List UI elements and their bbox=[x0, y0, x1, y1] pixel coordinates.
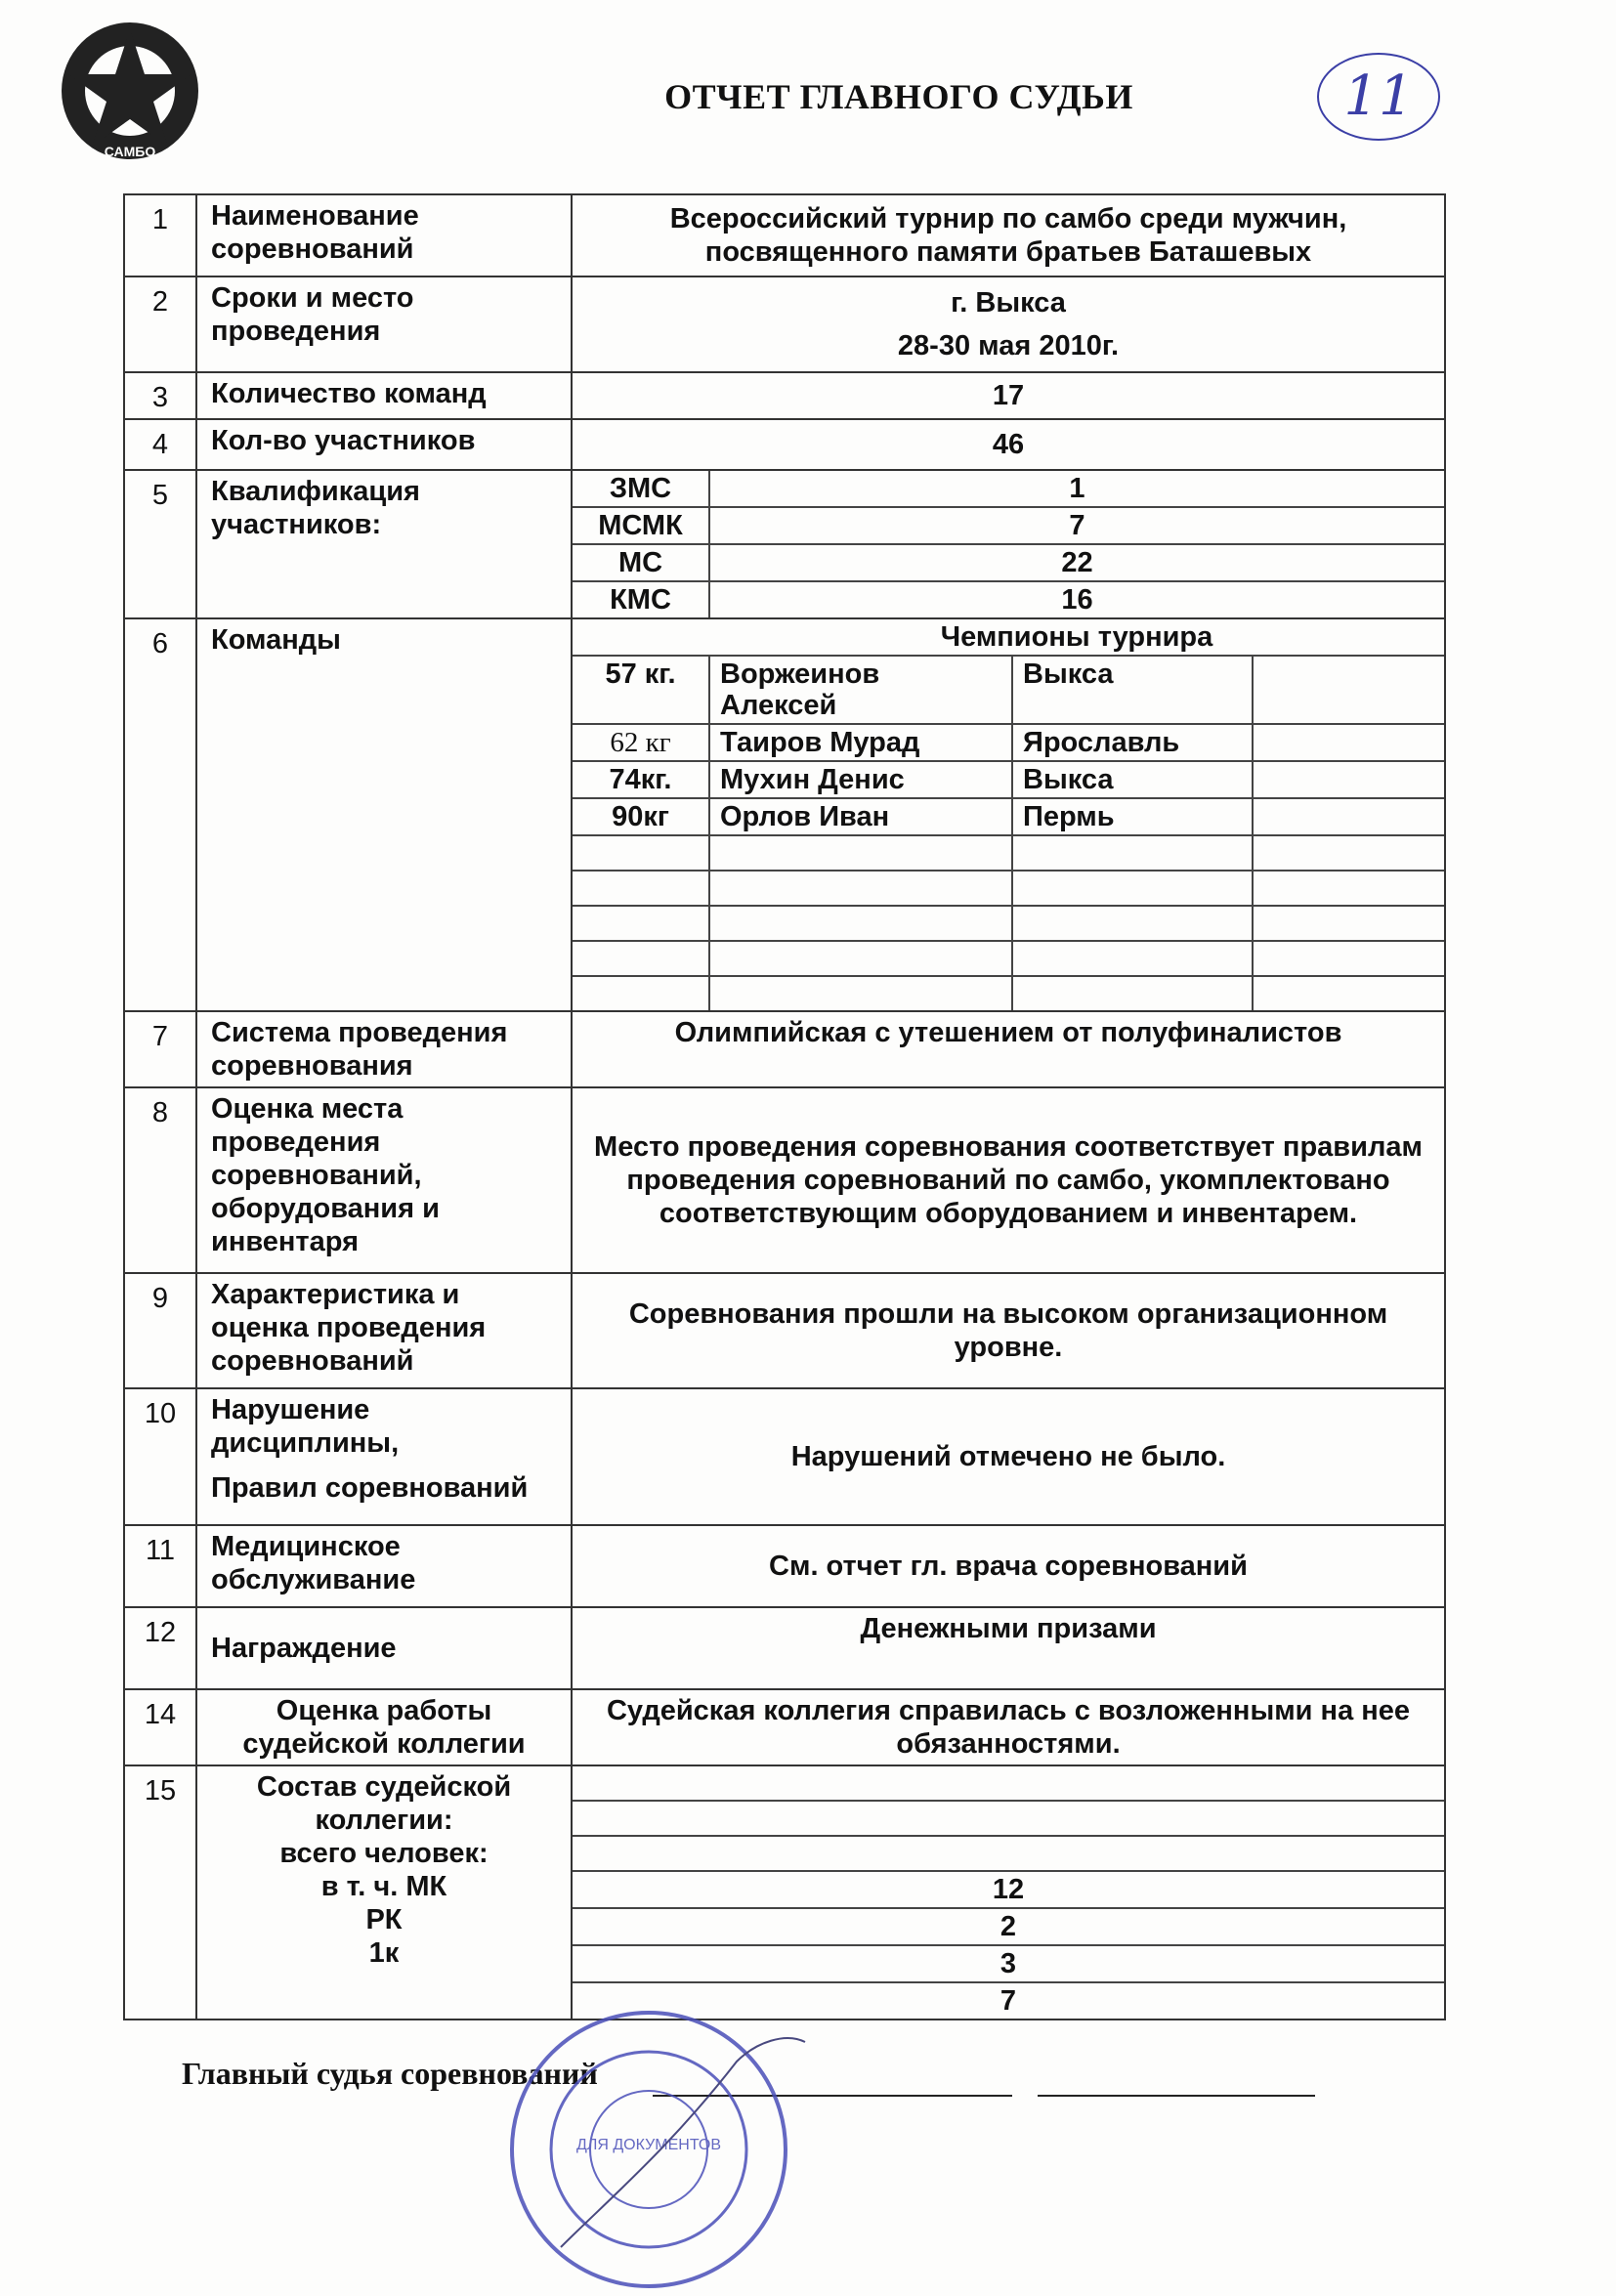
row-venue-assessment bbox=[124, 1087, 1445, 1273]
page-title: ОТЧЕТ ГЛАВНОГО СУДЬИ bbox=[664, 77, 1133, 116]
row-number: 2 bbox=[124, 276, 196, 372]
qualification-table bbox=[573, 471, 1444, 617]
svg-text:САМБО: САМБО bbox=[104, 144, 156, 159]
row-label: Количество команд bbox=[196, 372, 572, 419]
weight-class: 90кг bbox=[573, 798, 709, 835]
champion-name: Орлов Иван bbox=[709, 798, 1012, 835]
row-value: См. отчет гл. врача соревнований bbox=[572, 1525, 1445, 1607]
composition-label-line-3: в т. ч. МК bbox=[320, 1871, 447, 1902]
row-label: Система проведения соревнования bbox=[196, 1011, 572, 1087]
qualification-title: ЗМС bbox=[573, 471, 709, 507]
qualification-count: 1 bbox=[709, 471, 1444, 507]
champion-row bbox=[573, 724, 1444, 761]
row-violations bbox=[124, 1388, 1445, 1525]
row-value: 17 bbox=[572, 372, 1445, 419]
row-label bbox=[196, 1388, 572, 1525]
qualification-title: МС bbox=[573, 544, 709, 581]
row-number: 5 bbox=[124, 470, 196, 618]
row-number: 8 bbox=[124, 1087, 196, 1273]
row-number: 14 bbox=[124, 1689, 196, 1765]
row-label: Оценка работы судейской коллегии bbox=[196, 1689, 572, 1765]
empty-row bbox=[573, 976, 1444, 1010]
row-number: 10 bbox=[124, 1388, 196, 1525]
row-value bbox=[572, 194, 1445, 276]
weight-class: 74кг. bbox=[573, 761, 709, 798]
row-label: Награждение bbox=[196, 1607, 572, 1689]
row-value: Олимпийская с утешением от полуфиналистов bbox=[572, 1011, 1445, 1087]
row-number: 4 bbox=[124, 419, 196, 470]
chief-judge-signature-label: Главный судья соревнований bbox=[182, 2056, 598, 2091]
row-value: Место проведения соревнования соответствует правилам проведения соревнований по самбо, укомплектовано соответствующим оборудованием и инвентарем. bbox=[572, 1087, 1445, 1273]
row-number: 6 bbox=[124, 618, 196, 1011]
qualification-count: 7 bbox=[709, 507, 1444, 544]
row-participant-count bbox=[124, 419, 1445, 470]
row-label bbox=[196, 1765, 572, 2020]
composition-row bbox=[573, 1945, 1444, 1982]
qualification-row bbox=[573, 581, 1444, 617]
qualification-row bbox=[573, 471, 1444, 507]
composition-row bbox=[573, 1908, 1444, 1945]
qualification-row bbox=[573, 507, 1444, 544]
violations-label-line-2: Правил соревнований bbox=[211, 1472, 529, 1504]
row-label: Кол-во участников bbox=[196, 419, 572, 470]
name-line bbox=[1038, 2095, 1315, 2097]
composition-label-line-4: РК bbox=[365, 1904, 403, 1935]
row-label: Характеристика и оценка проведения соревнований bbox=[196, 1273, 572, 1388]
row-label: Команды bbox=[196, 618, 572, 1011]
champions-table-cell bbox=[572, 618, 1445, 1011]
row-teams bbox=[124, 618, 1445, 1011]
champion-name: Мухин Денис bbox=[709, 761, 1012, 798]
row-value bbox=[572, 276, 1445, 372]
champion-row bbox=[573, 798, 1444, 835]
qualification-count: 16 bbox=[1061, 584, 1093, 616]
row-dates-place bbox=[124, 276, 1445, 372]
champion-row bbox=[573, 656, 1444, 724]
empty-row bbox=[573, 1836, 1444, 1871]
empty-row bbox=[573, 835, 1444, 871]
row-judges-assessment bbox=[124, 1689, 1445, 1765]
page-number-circle: 11 bbox=[1317, 53, 1440, 141]
composition-value: 3 bbox=[573, 1945, 1444, 1982]
empty-row bbox=[573, 1766, 1444, 1801]
champion-city: Выкса bbox=[1012, 656, 1253, 724]
svg-text:ДЛЯ ДОКУМЕНТОВ: ДЛЯ ДОКУМЕНТОВ bbox=[575, 2137, 722, 2153]
row-system bbox=[124, 1011, 1445, 1087]
row-number: 1 bbox=[124, 194, 196, 276]
qualification-title: КМС bbox=[573, 581, 709, 617]
row-label: Квалификация участников: bbox=[196, 470, 572, 618]
row-number: 11 bbox=[124, 1525, 196, 1607]
row-medical bbox=[124, 1525, 1445, 1607]
competition-name-line-1: Всероссийский турнир по самбо среди мужчин, bbox=[669, 203, 1347, 234]
qualification-count: 22 bbox=[709, 544, 1444, 581]
composition-table bbox=[573, 1766, 1444, 2019]
composition-value: 2 bbox=[573, 1908, 1444, 1945]
qualification-table-cell bbox=[572, 470, 1445, 618]
row-number: 7 bbox=[124, 1011, 196, 1087]
composition-table-cell bbox=[572, 1765, 1445, 2020]
weight-class: 62 кг bbox=[573, 724, 709, 761]
row-label: Медицинское обслуживание bbox=[196, 1525, 572, 1607]
champions-table bbox=[573, 619, 1444, 1010]
row-judges-composition bbox=[124, 1765, 1445, 2020]
composition-value: 7 bbox=[999, 1985, 1017, 2017]
qualification-row bbox=[573, 544, 1444, 581]
champion-row bbox=[573, 761, 1444, 798]
report-table bbox=[123, 193, 1446, 2020]
composition-row bbox=[573, 1871, 1444, 1908]
composition-label-line-1: Состав судейской коллегии: bbox=[256, 1771, 512, 1836]
champions-header: Чемпионы турнира bbox=[709, 619, 1444, 656]
row-value: 46 bbox=[572, 419, 1445, 470]
champion-city: Пермь bbox=[1012, 798, 1253, 835]
dates-value: 28-30 мая 2010г. bbox=[897, 330, 1120, 361]
row-qualification bbox=[124, 470, 1445, 618]
composition-value: 12 bbox=[573, 1871, 1444, 1908]
row-characteristics bbox=[124, 1273, 1445, 1388]
empty-row bbox=[573, 906, 1444, 941]
row-number: 12 bbox=[124, 1607, 196, 1689]
composition-label-line-2: всего человек: bbox=[279, 1838, 489, 1869]
row-value: Судейская коллегия справилась с возложенными на нее обязанностями. bbox=[572, 1689, 1445, 1765]
violations-label-line-1: Нарушение дисциплины, bbox=[211, 1394, 400, 1459]
official-stamp bbox=[492, 2003, 825, 2296]
row-number: 9 bbox=[124, 1273, 196, 1388]
row-label: Сроки и место проведения bbox=[196, 276, 572, 372]
qualification-title: МСМК bbox=[573, 507, 709, 544]
row-value: Нарушений отмечено не было. bbox=[572, 1388, 1445, 1525]
row-label: Оценка места проведения соревнований, оборудования и инвентаря bbox=[196, 1087, 572, 1273]
composition-label-line-5: 1к bbox=[368, 1937, 400, 1969]
row-value: Соревнования прошли на высоком организационном уровне. bbox=[572, 1273, 1445, 1388]
empty-row bbox=[573, 1801, 1444, 1836]
row-awards bbox=[124, 1607, 1445, 1689]
competition-name-line-2: посвященного памяти братьев Баташевых bbox=[704, 236, 1312, 268]
row-value: Денежными призами bbox=[572, 1607, 1445, 1689]
row-number: 3 bbox=[124, 372, 196, 419]
row-team-count bbox=[124, 372, 1445, 419]
champion-city: Ярославль bbox=[1012, 724, 1253, 761]
empty-row bbox=[573, 941, 1444, 976]
row-competition-name bbox=[124, 194, 1445, 276]
champion-name: Воржеинов Алексей bbox=[709, 656, 1012, 724]
place-value: г. Выкса bbox=[951, 287, 1066, 319]
champion-name: Таиров Мурад bbox=[709, 724, 1012, 761]
champion-city: Выкса bbox=[1012, 761, 1253, 798]
empty-row bbox=[573, 871, 1444, 906]
weight-class: 57 кг. bbox=[573, 656, 709, 724]
champions-header-row bbox=[573, 619, 1444, 656]
row-label: Наименование соревнований bbox=[196, 194, 572, 276]
row-number: 15 bbox=[124, 1765, 196, 2020]
